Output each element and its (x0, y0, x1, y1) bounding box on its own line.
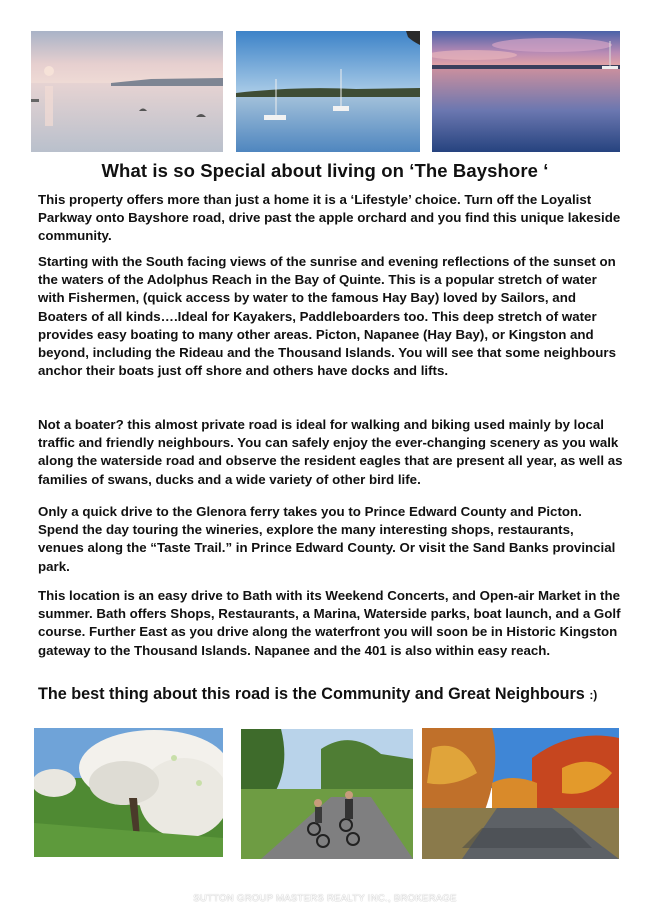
paragraph-lifestyle: This property offers more than just a home it is a ‘Lifestyle’ choice. Turn off the Loyalist Parkway onto Bayshore road, drive past the apple orchard and you find this unique lakeside community. (38, 192, 621, 244)
page-title: What is so Special about living on ‘The Bayshore ‘ (101, 160, 549, 181)
photo-sunset-reflections (432, 31, 620, 152)
paragraph-walking-biking: Not a boater? this almost private road is ideal for walking and biking used mainly by local traffic and friendly neighbours. You can safely enjoy the ever-changing scenery as you walk along the waterside road and observe the resident eagles that are present all year, as well as families of swans, ducks and a wide variety of other bird life. (38, 417, 623, 487)
paragraph-water-views: Starting with the South facing views of the sunrise and evening reflections of the sunset on the waters of the Adolphus Reach in the Bay of Quinte. This is a popular stretch of water with Fishermen, (quick access by water to the famous Hay Bay) loved by Sailors, and Boaters of all kinds….Ideal for Kayakers, Paddleboarders too. This deep stretch of water provides easy boating to many other areas. Picton, Napanee (Hay Bay), or Kingston and beyond, including the Rideau and the Thousand Islands. You will see that some neighbours anchor their boats just off shore and others have docks and lifts. (38, 254, 616, 379)
paragraph-prince-edward-county: Only a quick drive to the Glenora ferry takes you to Prince Edward County and Picton. Spend the day touring the wineries, explore the many interesting shops, restaurants, venues along the “Taste Trail.” in Prince Edward County. Or visit the Sand Banks provincial park. (38, 504, 616, 574)
tagline-text: The best thing about this road is the Community and Great Neighbours (38, 685, 585, 703)
photo-sailboats (236, 31, 420, 152)
brokerage-footer: SUTTON GROUP MASTERS REALTY INC., BROKERAGE (193, 893, 457, 904)
photo-autumn-road (422, 728, 619, 859)
tagline-emoticon: :) (589, 688, 598, 702)
tagline (38, 685, 597, 704)
photo-cyclists-road (241, 729, 413, 859)
photo-sunrise-swans (31, 31, 223, 152)
photo-apple-orchard (34, 728, 223, 857)
paragraph-bath-kingston: This location is an easy drive to Bath with its Weekend Concerts, and Open-air Market in the summer. Bath offers Shops, Restaurants, a Marina, Waterside parks, boat launch, and a Golf course. Further East as you drive along the waterfront you will soon be in Historic Kingston gateway to the Thousand Islands. Napanee and the 401 is also within easy reach. (38, 588, 621, 658)
